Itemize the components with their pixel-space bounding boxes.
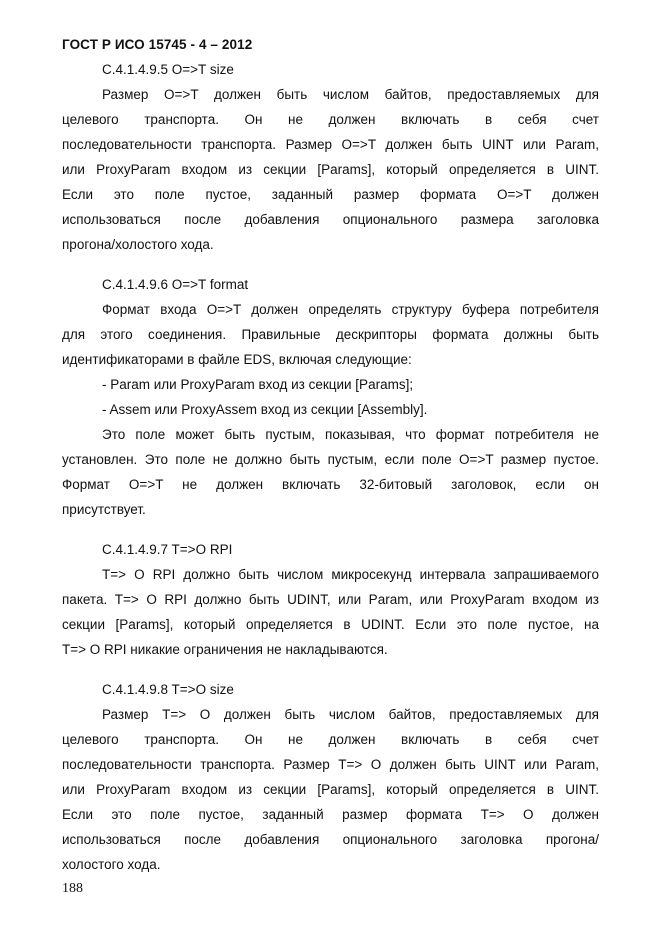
paragraph-line: Размер T=> O должен быть числом байтов, предоставляемых для xyxy=(102,707,599,722)
standard-header: ГОСТ Р ИСО 15745 - 4 – 2012 xyxy=(62,37,253,52)
paragraph-line: идентификаторами в файле EDS, включая следующие: xyxy=(62,352,412,367)
page-number: 188 xyxy=(62,881,83,896)
paragraph-line: T=> O RPI никакие ограничения не накладываются. xyxy=(62,642,388,657)
section-heading: C.4.1.4.9.6 O=>T format xyxy=(102,277,249,292)
paragraph-line: пакета. T=> O RPI должно быть UDINT, или Param, или ProxyParam входом из xyxy=(62,592,599,607)
section-heading: C.4.1.4.9.8 T=>O size xyxy=(102,682,234,697)
list-item: - Assem или ProxyAssem вход из секции [Assembly]. xyxy=(102,402,428,417)
paragraph-line: целевого транспорта. Он не должен включать в себя счет xyxy=(62,112,599,127)
paragraph-line: или ProxyParam входом из секции [Params], который определяется в UINT. xyxy=(62,782,599,797)
paragraph-line: установлен. Это поле не должно быть пустым, если поле O=>T размер пустое. xyxy=(62,452,599,467)
paragraph-line: последовательности транспорта. Размер T=> O должен быть UINT или Param, xyxy=(62,757,599,772)
paragraph-line: Формат входа O=>T должен определять структуру буфера потребителя xyxy=(102,302,599,317)
paragraph-line: или ProxyParam входом из секции [Params], который определяется в UINT. xyxy=(62,162,599,177)
paragraph-line: для этого соединения. Правильные дескрипторы формата должны быть xyxy=(62,327,599,342)
paragraph-line: T=> O RPI должно быть числом микросекунд интервала запрашиваемого xyxy=(102,567,599,582)
section-heading: C.4.1.4.9.7 T=>O RPI xyxy=(102,542,233,557)
paragraph-line: использоваться после добавления опционального заголовка прогона/ xyxy=(62,832,599,847)
section-heading: C.4.1.4.9.5 O=>T size xyxy=(102,62,234,77)
paragraph-line: холостого хода. xyxy=(62,857,161,872)
paragraph-line: секции [Params], который определяется в UDINT. Если это поле пустое, на xyxy=(62,617,599,632)
paragraph-line: Формат O=>T не должен включать 32-битовый заголовок, если он xyxy=(62,477,599,492)
paragraph-line: Размер O=>T должен быть числом байтов, предоставляемых для xyxy=(102,87,599,102)
paragraph-line: Если это поле пустое, заданный размер формата T=> O должен xyxy=(62,807,599,822)
list-item: - Param или ProxyParam вход из секции [Params]; xyxy=(102,377,414,392)
paragraph-line: прогона/холостого хода. xyxy=(62,237,214,252)
paragraph-line: последовательности транспорта. Размер O=>T должен быть UINT или Param, xyxy=(62,137,599,152)
paragraph-line: Это поле может быть пустым, показывая, что формат потребителя не xyxy=(102,427,599,442)
paragraph-line: присутствует. xyxy=(62,502,146,517)
paragraph-line: использоваться после добавления опционального размера заголовка xyxy=(62,212,599,227)
paragraph-line: Если это поле пустое, заданный размер формата O=>T должен xyxy=(62,187,599,202)
paragraph-line: целевого транспорта. Он не должен включать в себя счет xyxy=(62,732,599,747)
